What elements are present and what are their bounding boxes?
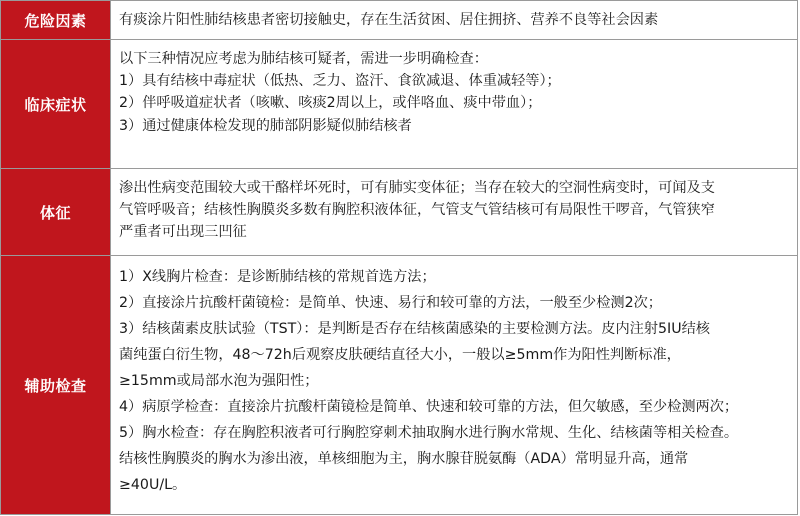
row-label-auxiliary-exams: 辅助检查 xyxy=(1,256,111,514)
content-line: 气管呼吸音；结核性胸膜炎多数有胸腔积液体征，气管支气管结核可有局限性干啰音，气管狭窄 xyxy=(119,202,715,219)
content-line: ≥15mm或局部水泡为强阳性； xyxy=(119,373,319,389)
content-line: ≥40U/L。 xyxy=(119,477,187,493)
content-line: 菌纯蛋白衍生物，48～72h后观察皮肤硬结直径大小，一般以≥5mm作为阳性判断标准， xyxy=(119,347,681,363)
content-line: 渗出性病变范围较大或干酪样坏死时，可有肺实变体征；当存在较大的空洞性病变时，可闻及支 xyxy=(119,180,715,196)
content-line: 严重者可出现三凹征 xyxy=(119,224,247,241)
row-content-auxiliary-exams xyxy=(111,256,798,514)
table-row-physical-signs xyxy=(1,169,798,256)
table-row-risk-factors xyxy=(1,1,798,40)
content-line: 1）具有结核中毒症状（低热、乏力、盗汗、食欲减退、体重减轻等）； xyxy=(119,73,561,90)
row-content-clinical-symptoms xyxy=(111,40,798,168)
row-content-risk-factors xyxy=(111,1,798,39)
content-line: 结核性胸膜炎的胸水为渗出液，单核细胞为主，胸水腺苷脱氨酶（ADA）常明显升高，通常 xyxy=(119,451,689,467)
row-content-physical-signs xyxy=(111,169,798,255)
row-label-clinical-symptoms: 临床症状 xyxy=(1,40,111,168)
content-line: 1）X线胸片检查：是诊断肺结核的常规首选方法； xyxy=(119,269,436,285)
content-line: 5）胸水检查：存在胸腔积液者可行胸腔穿刺术抽取胸水进行胸水常规、生化、结核菌等相关检查。 xyxy=(119,425,739,441)
row-label-physical-signs: 体征 xyxy=(1,169,111,255)
content-line: 2）直接涂片抗酸杆菌镜检：是简单、快速、易行和较可靠的方法，一般至少检测2次； xyxy=(119,295,662,311)
content-line: 以下三种情况应考虑为肺结核可疑者，需进一步明确检查： xyxy=(119,51,488,67)
row-label-risk-factors: 危险因素 xyxy=(1,1,111,39)
content-line: 2）伴呼吸道症状者（咳嗽、咳痰2周以上，或伴咯血、痰中带血）； xyxy=(119,95,542,112)
content-line: 有痰涂片阳性肺结核患者密切接触史，存在生活贫困、居住拥挤、营养不良等社会因素 xyxy=(119,11,659,28)
table-row-auxiliary-exams xyxy=(1,256,798,515)
content-line: 3）结核菌素皮肤试验（TST）：是判断是否存在结核菌感染的主要检测方法。皮内注射5IU结核 xyxy=(119,321,710,337)
content-line: 4）病原学检查：直接涂片抗酸杆菌镜检是简单、快速和较可靠的方法，但欠敏感，至少检测两次； xyxy=(119,399,739,415)
content-line: 3）通过健康体检发现的肺部阴影疑似肺结核者 xyxy=(119,117,412,134)
table-row-clinical-symptoms xyxy=(1,40,798,169)
